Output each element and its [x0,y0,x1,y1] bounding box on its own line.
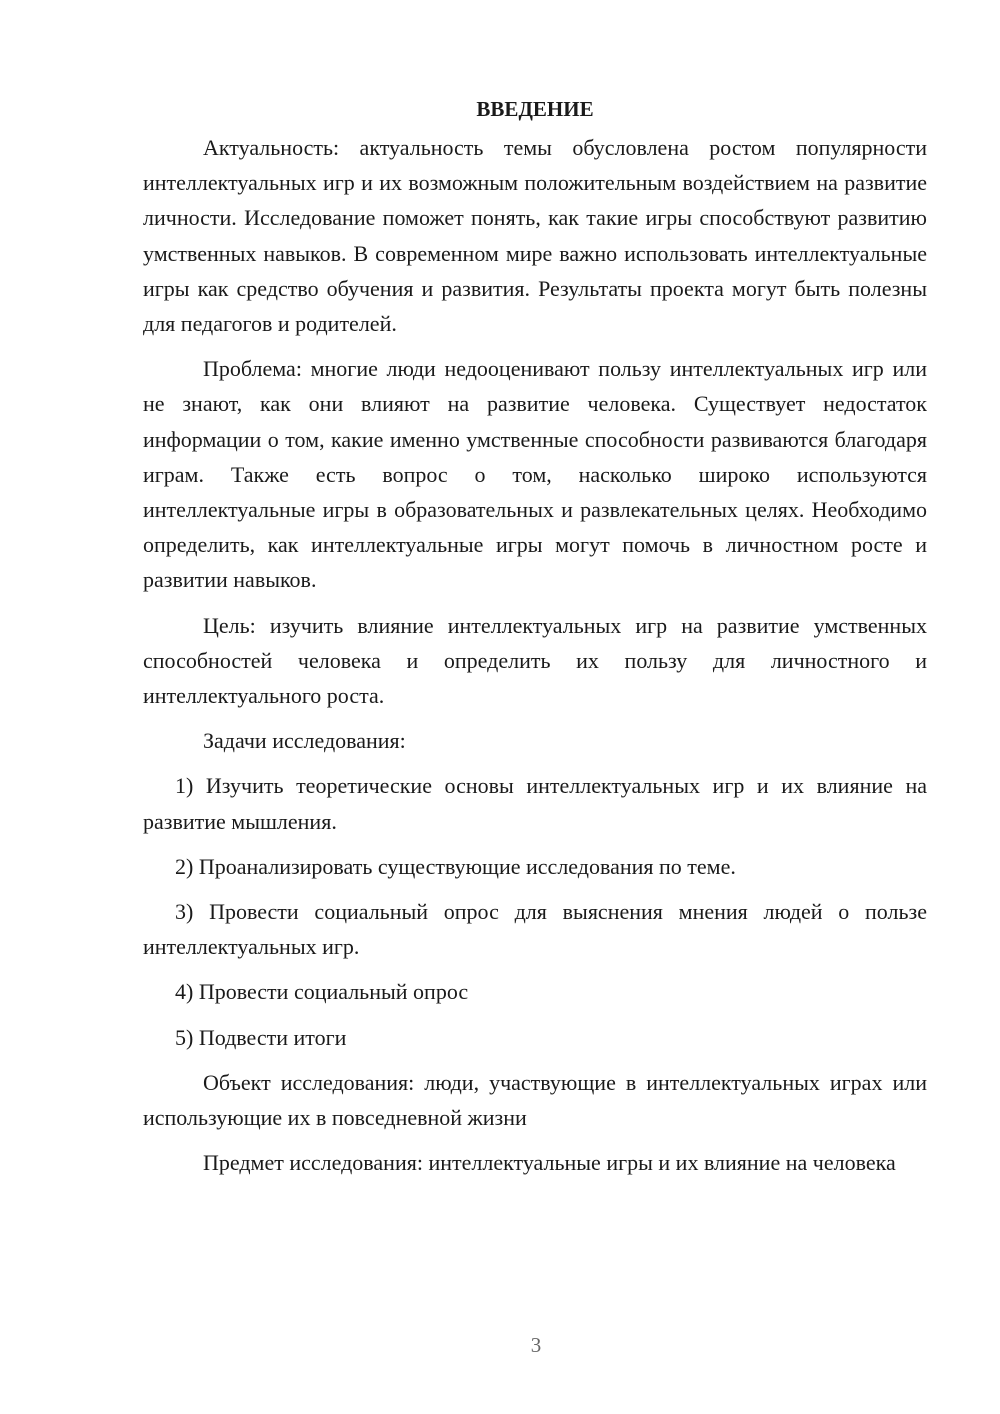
task-item-5: 5) Подвести итоги [175,1024,347,1050]
paragraph-problem: Проблема: многие люди недооценивают пользу интеллектуальных игр или не знают, как они влияют на развитие человека. Существует недостаток информации о том, какие именно умственные способности развиваются благодаря играм. Также есть вопрос о том, насколько широко используются интеллектуальные игры в образовательных и развлекательных целях. Необходимо определить, как интеллектуальные игры могут помочь в личностном росте и развитии навыков. [143,356,927,593]
paragraph-object: Объект исследования: люди, участвующие в интеллектуальных играх или использующие их в повседневной жизни [143,1069,927,1131]
task-item-4: 4) Провести социальный опрос [175,979,469,1005]
tasks-label: Задачи исследования: [203,728,406,754]
paragraph-subject: Предмет исследования: интеллектуальные игры и их влияние на человека [203,1150,896,1176]
section-heading: ВВЕДЕНИЕ [476,97,594,121]
task-item-3: 3) Провести социальный опрос для выяснения мнения людей о пользе интеллектуальных игр. [143,899,927,960]
paragraph-relevance: Актуальность: актуальность темы обусловлена ростом популярности интеллектуальных игр и их возможным положительным воздействием на развитие личности. Исследование поможет понять, как такие игры способствуют развитию умственных навыков. В современном мире важно использовать интеллектуальные игры как средство обучения и развития. Результаты проекта могут быть полезны для педагогов и родителей. [143,135,927,337]
paragraph-goal: Цель: изучить влияние интеллектуальных игр на развитие умственных способностей человека и определить их пользу для личностного и интеллектуального роста. [143,612,927,709]
page-number: 3 [530,1333,542,1357]
task-item-1: 1) Изучить теоретические основы интеллектуальных игр и их влияние на развитие мышления. [143,773,927,834]
document-page [143,92,927,1190]
task-item-2: 2) Проанализировать существующие исследования по теме. [175,853,736,879]
